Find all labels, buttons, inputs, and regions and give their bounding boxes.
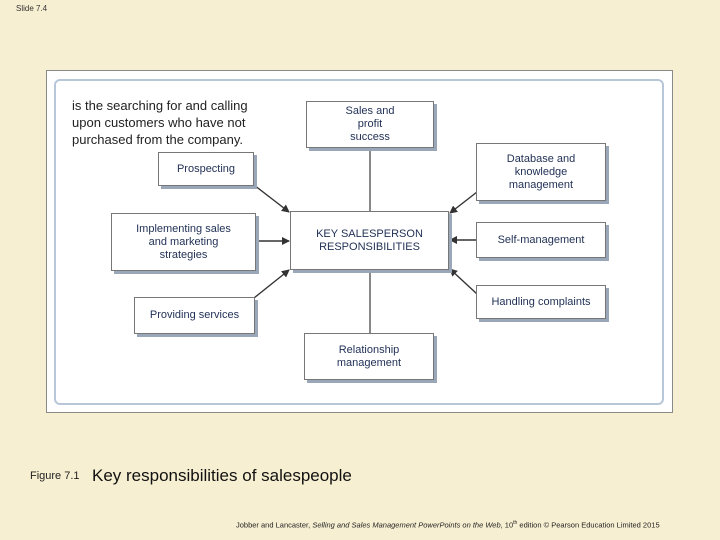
box-implementing: Implementing sales and marketing strategies <box>111 213 256 271</box>
footer-edition: , 10 <box>500 520 514 530</box>
box-providing-services: Providing services <box>134 297 255 334</box>
box-prospecting: Prospecting <box>158 152 254 186</box>
box-key-responsibilities: KEY SALESPERSON RESPONSIBILITIES <box>290 211 449 270</box>
footer-book-title: Selling and Sales Management PowerPoints on the Web <box>312 520 501 530</box>
box-handling-complaints: Handling complaints <box>476 285 606 319</box>
box-self-management: Self-management <box>476 222 606 258</box>
figure-title: Key responsibilities of salespeople <box>92 466 352 485</box>
footer-citation <box>236 520 660 530</box>
prospecting-definition: is the searching for and calling upon customers who have not purchased from the company. <box>72 98 248 147</box>
box-sales-profit: Sales and profit success <box>306 101 434 148</box>
box-relationship: Relationship management <box>304 333 434 380</box>
footer-copyright: edition © Pearson Education Limited 2015 <box>517 520 660 530</box>
slide-number: Slide 7.4 <box>16 4 48 13</box>
footer-edition-suffix: th <box>513 520 518 526</box>
footer-authors: Jobber and Lancaster, <box>236 520 311 530</box>
figure-label: Figure 7.1 <box>30 470 80 482</box>
box-database: Database and knowledge management <box>476 143 606 201</box>
